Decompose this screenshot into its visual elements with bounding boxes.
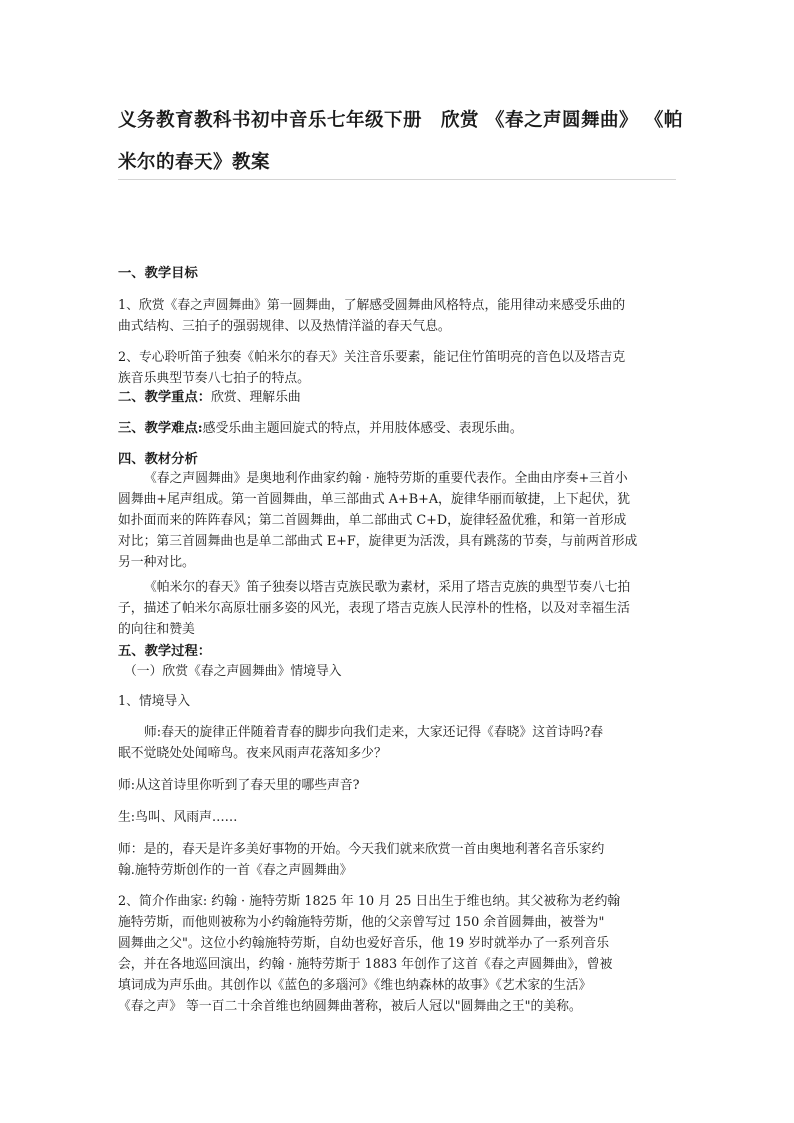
section-heading-analysis: 四、教材分析 [118,452,198,467]
paragraph-line: 眠不觉晓处处闻啼鸟。夜来风雨声花落知多少？ [118,746,387,761]
title-divider [118,179,676,180]
paragraph-line: 对比；第三首圆舞曲也是单二部曲式 E+F，旋律更为活泼，具有跳荡的节奏，与前两首形成 [118,534,638,549]
key-points-label: 二、教学重点： [118,390,212,405]
key-points-text: 欣赏、理解乐曲 [211,390,301,405]
paragraph-line: 的向往和赞美 [118,622,195,637]
paragraph-line: 填词成为声乐曲。其创作以《蓝色的多瑙河》《维也纳森林的故事》《艺术家的生活》 [118,978,592,993]
paragraph-line: 会，并在各地巡回演出，约翰 · 施特劳斯于 1883 年创作了这首《春之声圆舞曲》，曾被 [118,957,613,972]
paragraph-line: 圆舞曲+尾声组成。第一首圆舞曲，单三部曲式 A+B+A，旋律华丽而敏捷，上下起伏，犹 [118,492,631,507]
paragraph-line: 族音乐典型节奏八七拍子的特点。 [118,371,310,386]
paragraph-line: 如扑面而来的阵阵春风；第二首圆舞曲，单二部曲式 C+D，旋律轻盈优雅，和第一首形成 [118,513,627,528]
paragraph-line: 2、专心聆听笛子独奏《帕米尔的春天》关注音乐要素，能记住竹笛明亮的音色以及塔吉克 [118,350,626,365]
paragraph-line: 《帕米尔的春天》笛子独奏以塔吉克族民歌为素材，采用了塔吉克族的典型节奏八七拍 [144,580,631,595]
document-title-line-2: 米尔的春天》教案 [118,152,271,173]
paragraph-line: 1、情境导入 [118,694,191,709]
paragraph-line: 翰.施特劳斯创作的一首《春之声圆舞曲》 [118,863,353,878]
difficulties-label: 三、教学难点: [118,421,203,436]
section-heading-difficulties [118,421,523,437]
difficulties-text: 感受乐曲主题回旋式的特点，并用肢体感受、表现乐曲。 [202,421,523,436]
paragraph-line: 施特劳斯，而他则被称为小约翰施特劳斯，他的父亲曾写过 150 余首圆舞曲，被誉为" [118,915,605,930]
paragraph-line: 师:春天的旋律正伴随着青春的脚步向我们走来，大家还记得《春晓》这首诗吗?春 [144,725,604,740]
section-heading-key-points [118,390,301,406]
paragraph-line: 曲式结构、三拍子的强弱规律、以及热情洋溢的春天气息。 [118,319,451,334]
paragraph-line: 师：是的，春天是许多美好事物的开始。今天我们就来欣赏一首由奥地利著名音乐家约 [118,842,605,857]
section-heading-objectives: 一、教学目标 [118,266,198,281]
paragraph-line: 1、欣赏《春之声圆舞曲》第一圆舞曲，了解感受圆舞曲风格特点，能用律动来感受乐曲的 [118,298,626,313]
paragraph-line: 2、简介作曲家: 约翰 · 施特劳斯 1825 年 10 月 25 日出生于维也纳。其父被称为老约翰 [118,894,621,909]
paragraph-line: 《春之声》 等一百二十余首维也纳圆舞曲著称，被后人冠以"圆舞曲之王"的美称。 [118,999,582,1014]
section-heading-process: 五、教学过程： [118,644,212,659]
paragraph-line: 子，描述了帕米尔高原壮丽多姿的风光，表现了塔吉克族人民淳朴的性格，以及对幸福生活 [118,601,630,616]
document-title-line-1: 义务教育教科书初中音乐七年级下册 欣赏 《春之声圆舞曲》 《帕 [118,110,683,131]
paragraph-line: 师:从这首诗里你听到了春天里的哪些声音? [118,778,360,793]
paragraph-line: 圆舞曲之父"。这位小约翰施特劳斯，自幼也爱好音乐，他 19 岁时就举办了一系列音乐 [118,936,609,951]
paragraph-line: 另一种对比。 [118,555,195,570]
paragraph-line: 生:鸟叫、风雨声…… [118,810,238,825]
subsection-heading: （一）欣赏《春之声圆舞曲》情境导入 [124,664,342,679]
paragraph-line: 《春之声圆舞曲》是奥地利作曲家约翰 · 施特劳斯的重要代表作。全曲由序奏+三首小 [144,471,628,486]
